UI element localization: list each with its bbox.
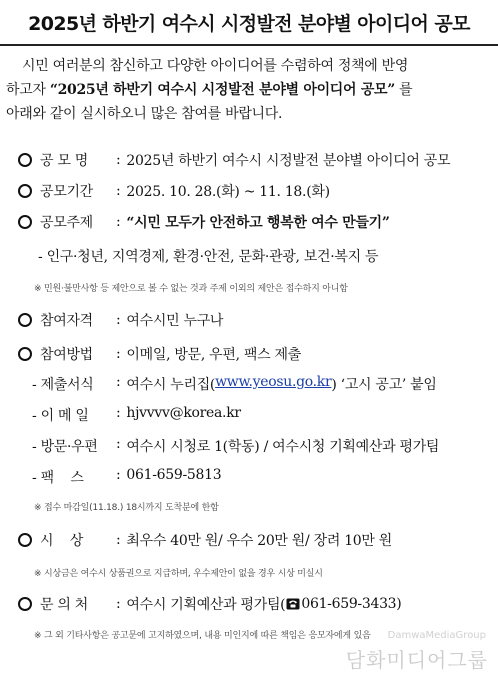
- fax-value: 061-659-5813: [126, 467, 222, 483]
- theme-label: 공모주제: [40, 215, 93, 231]
- item-email: [32, 405, 241, 425]
- award-label: 시 상: [40, 533, 84, 549]
- form-value-suffix: ) ‘고시 공고’ 붙임: [331, 377, 437, 393]
- bullet-circle-icon: [18, 184, 32, 198]
- colon-separator: :: [116, 346, 121, 362]
- colon-separator: :: [116, 436, 121, 452]
- intro-line-2: [6, 78, 492, 102]
- form-label: - 제출서식: [32, 377, 94, 393]
- contact-value-suffix: ): [396, 596, 402, 612]
- contest-name-value: 2025년 하반기 여수시 시정발전 분야별 아이디어 공모: [126, 153, 451, 169]
- item-visit: [32, 436, 439, 456]
- item-eligibility: [18, 310, 223, 330]
- email-label: - 이 메 일: [32, 408, 89, 424]
- contact-label: 문 의 처: [40, 597, 88, 613]
- contact-value-prefix: 여수시 기획예산과 평가팀(: [126, 597, 286, 613]
- colon-separator: :: [116, 152, 121, 168]
- theme-note: ※ 민원·불만사항 등 제안으로 볼 수 없는 것과 주제 이외의 제안은 접수하지 아니함: [34, 284, 348, 294]
- colon-separator: :: [116, 596, 121, 612]
- intro-line-1: 시민 여러분의 참신하고 다양한 아이디어를 수렴하여 정책에 반영: [22, 58, 409, 74]
- method-value: 이메일, 방문, 우편, 팩스 제출: [126, 347, 301, 363]
- colon-separator: :: [116, 214, 121, 230]
- email-value: hjvvvv@korea.kr: [126, 405, 241, 421]
- item-period: [18, 181, 330, 201]
- form-value-prefix: 여수시 누리집(: [126, 377, 216, 393]
- visit-value: 여수시 시청로 1(학동) / 여수시청 기획예산과 평가팀: [126, 439, 440, 455]
- visit-label: - 방문·우편: [32, 439, 98, 455]
- colon-separator: :: [116, 183, 121, 199]
- website-link[interactable]: www.yeosu.go.kr: [215, 374, 332, 390]
- watermark-small: DamwaMediaGroup: [387, 630, 486, 641]
- bullet-circle-icon: [18, 533, 32, 547]
- item-contact: [18, 594, 401, 614]
- award-note: ※ 시상금은 여수시 상품권으로 지급하며, 우수제안이 없을 경우 시상 미실시: [34, 569, 323, 579]
- deadline-note: ※ 접수 마감일(11.18.) 18시까지 도착분에 한함: [34, 503, 219, 513]
- method-label: 참여방법: [40, 347, 93, 363]
- bullet-circle-icon: [18, 597, 32, 611]
- item-fax: [32, 467, 221, 487]
- colon-separator: :: [116, 312, 121, 328]
- contest-name-label: 공 모 명: [40, 153, 88, 169]
- intro-contest-title: “2025년 하반기 여수시 시정발전 분야별 아이디어 공모”: [49, 82, 396, 98]
- contact-phone: 061-659-3433: [301, 596, 397, 612]
- period-label: 공모기간: [40, 184, 93, 200]
- page-title: [0, 0, 498, 44]
- item-contest-name: [18, 150, 450, 170]
- intro-line-2-suffix: 를: [395, 82, 413, 98]
- title-text: 2025년 하반기 여수시 시정발전 분야별 아이디어 공모: [28, 12, 470, 35]
- period-value: 2025. 10. 28.(화) ~ 11. 18.(화): [126, 184, 330, 200]
- item-form: [32, 374, 437, 394]
- item-award: [18, 530, 392, 550]
- fax-label: - 팩 스: [32, 470, 84, 486]
- item-method: [18, 344, 301, 364]
- eligibility-label: 참여자격: [40, 313, 93, 329]
- bullet-circle-icon: [18, 215, 32, 229]
- bullet-circle-icon: [18, 153, 32, 167]
- final-note: ※ 그 외 기타사항은 공고문에 고지하였으며, 내용 미인지에 따른 책임은 응모자에게 있음: [34, 631, 371, 641]
- intro-paragraph: [6, 54, 492, 126]
- intro-line-3: 아래와 같이 실시하오니 많은 참여를 바랍니다.: [6, 106, 283, 122]
- colon-separator: :: [116, 532, 121, 548]
- award-value: 최우수 40만 원/ 우수 20만 원/ 장려 10만 원: [126, 533, 393, 549]
- intro-line-2-prefix: 하고자: [6, 82, 50, 98]
- title-divider: [0, 44, 498, 46]
- colon-separator: :: [116, 405, 121, 421]
- telephone-icon: [286, 598, 300, 610]
- theme-categories: - 인구·청년, 지역경제, 환경·안전, 문화·관광, 보건·복지 등: [38, 249, 379, 265]
- eligibility-value: 여수시민 누구나: [126, 313, 224, 329]
- bullet-circle-icon: [18, 347, 32, 361]
- item-theme: [18, 212, 390, 232]
- bullet-circle-icon: [18, 313, 32, 327]
- watermark: 담화미디어그룹: [345, 648, 488, 672]
- colon-separator: :: [116, 467, 121, 483]
- colon-separator: :: [116, 374, 121, 390]
- theme-value: “시민 모두가 안전하고 행복한 여수 만들기”: [126, 215, 390, 231]
